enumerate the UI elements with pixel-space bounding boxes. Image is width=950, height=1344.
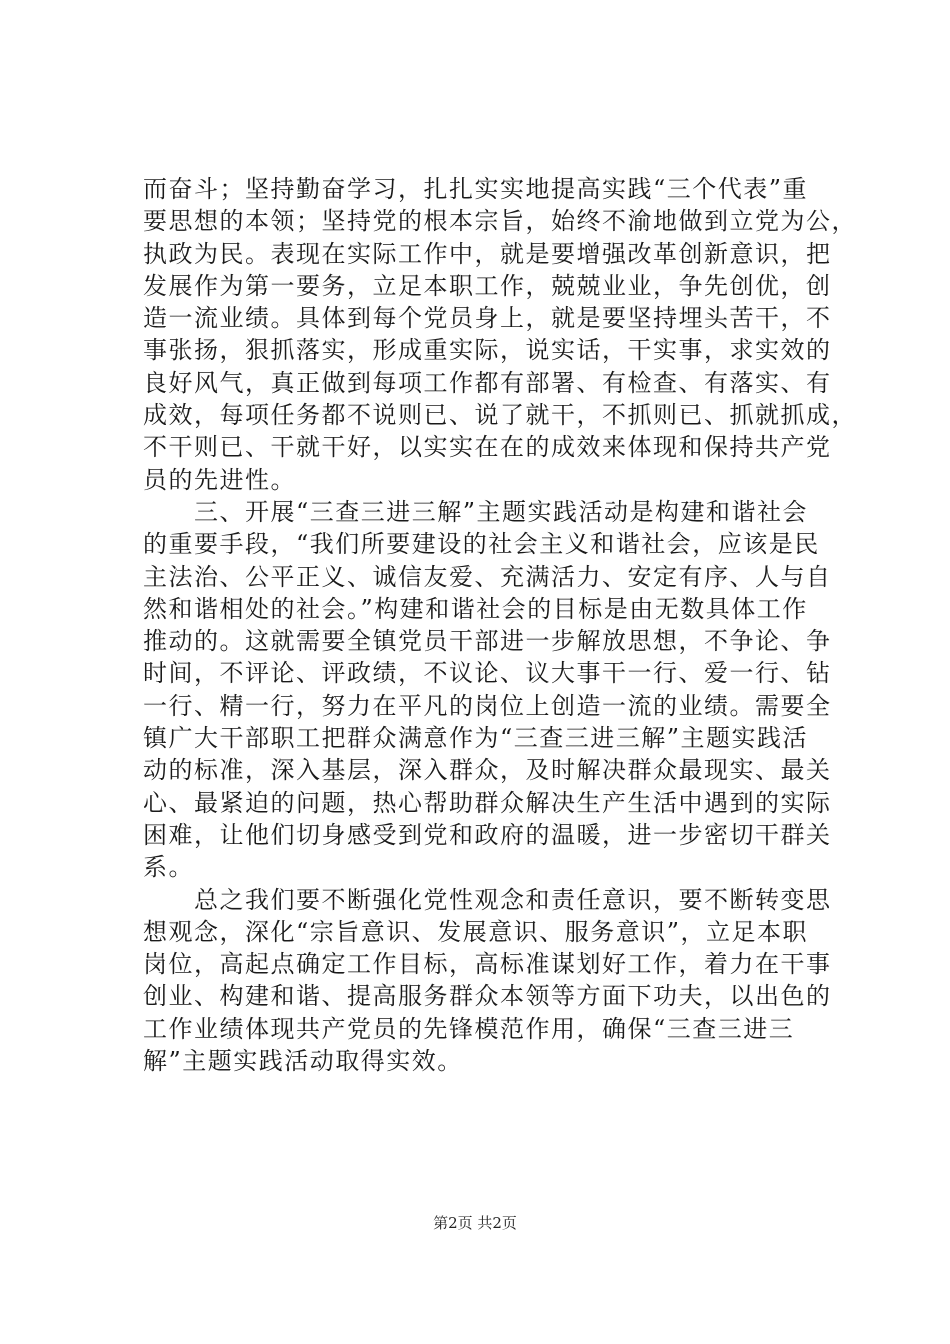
text-line: 造一流业绩。具体到每个党员身上，就是要坚持埋头苦干，不	[143, 304, 832, 333]
text-line: 工作业绩体现共产党员的先锋模范作用，确保“三查三进三	[143, 1014, 795, 1043]
text-line: 总之我们要不断强化党性观念和责任意识，要不断转变思	[143, 885, 832, 914]
text-line: 系。	[143, 853, 194, 882]
text-line: 创业、构建和谐、提高服务群众本领等方面下功夫，以出色的	[143, 982, 832, 1011]
body-text	[143, 173, 857, 1077]
text-line: 困难，让他们切身感受到党和政府的温暖，进一步密切干群关	[143, 820, 832, 849]
text-line: 而奋斗；坚持勤奋学习，扎扎实实地提高实践“三个代表”重	[143, 175, 809, 203]
text-line: 员的先进性。	[143, 465, 296, 494]
text-line: 的重要手段，“我们所要建设的社会主义和谐社会，应该是民	[143, 530, 820, 559]
text-line: 镇广大干部职工把群众满意作为“三查三进三解”主题实践活	[143, 724, 809, 753]
text-line: 岗位，高起点确定工作目标，高标准谋划好工作，着力在干事	[143, 950, 832, 979]
text-line: 推动的。这就需要全镇党员干部进一步解放思想，不争论、争	[143, 627, 832, 656]
text-line: 成效，每项任务都不说则已、说了就干，不抓则已、抓就抓成，	[143, 401, 857, 430]
text-line: 三、开展“三查三进三解”主题实践活动是构建和谐社会	[143, 497, 809, 526]
text-line: 良好风气，真正做到每项工作都有部署、有检查、有落实、有	[143, 368, 832, 397]
page-footer	[0, 1212, 950, 1234]
page-number-info: 第2页 共2页	[433, 1214, 517, 1232]
text-line: 发展作为第一要务，立足本职工作，兢兢业业，争先创优，创	[143, 271, 832, 300]
text-line: 不干则已、干就干好，以实实在在的成效来体现和保持共产党	[143, 433, 832, 462]
text-line: 想观念，深化“宗旨意识、发展意识、服务意识”，立足本职	[143, 917, 809, 946]
text-line: 主法治、公平正义、诚信友爱、充满活力、安定有序、人与自	[143, 562, 832, 591]
text-line: 要思想的本领；坚持党的根本宗旨，始终不渝地做到立党为公，	[143, 207, 857, 236]
text-line: 解”主题实践活动取得实效。	[143, 1047, 463, 1076]
text-line: 动的标准，深入基层，深入群众，及时解决群众最现实、最关	[143, 756, 832, 785]
text-line: 心、最紧迫的问题，热心帮助群众解决生产生活中遇到的实际	[143, 788, 832, 817]
text-line: 然和谐相处的社会。”构建和谐社会的目标是由无数具体工作	[143, 594, 808, 623]
text-line: 一行、精一行，努力在平凡的岗位上创造一流的业绩。需要全	[143, 691, 832, 720]
text-line: 事张扬，狠抓落实，形成重实际，说实话，干实事，求实效的	[143, 336, 832, 365]
text-line: 时间，不评论、评政绩，不议论、议大事干一行、爱一行、钻	[143, 659, 832, 688]
text-line: 执政为民。表现在实际工作中，就是要增强改革创新意识，把	[143, 239, 832, 268]
